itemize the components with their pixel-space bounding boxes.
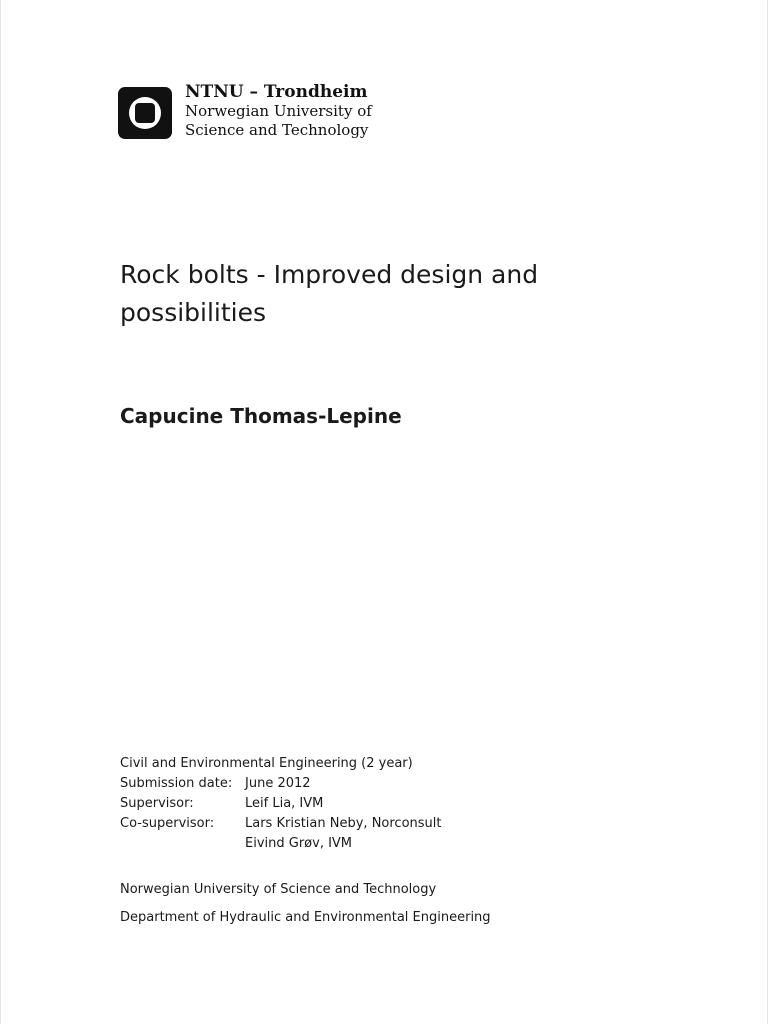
- submission-value: June 2012: [245, 776, 311, 791]
- supervisor-value: Leif Lia, IVM: [245, 796, 324, 811]
- cosupervisor-label: Co-supervisor:: [120, 816, 215, 831]
- submission-label: Submission date:: [120, 776, 233, 791]
- cosupervisor-value-2: Eivind Grøv, IVM: [245, 836, 353, 851]
- logo-line-1: NTNU – Trondheim: [185, 82, 368, 102]
- institution-block: [120, 876, 491, 932]
- thesis-title: [120, 256, 620, 332]
- cosupervisor-label-spacer: [120, 834, 245, 854]
- submission-row: [120, 774, 442, 794]
- logo-line-3: Science and Technology: [185, 121, 369, 139]
- university-name: Norwegian University of Science and Technology: [120, 882, 437, 897]
- author-name: Capucine Thomas-Lepine: [120, 404, 402, 428]
- logo-line-2: Norwegian University of: [185, 102, 372, 120]
- program-name: Civil and Environmental Engineering (2 year): [120, 756, 413, 771]
- ntnu-logo: [118, 82, 372, 140]
- ntnu-logo-icon: [118, 87, 172, 139]
- logo-text: [185, 83, 372, 140]
- thesis-title-line-1: Rock bolts - Improved design and: [120, 260, 539, 289]
- cosupervisor-row: [120, 814, 442, 834]
- department-name: Department of Hydraulic and Environmental Engineering: [120, 910, 491, 925]
- supervisor-row: [120, 794, 442, 814]
- cosupervisor-value-1: Lars Kristian Neby, Norconsult: [245, 816, 442, 831]
- supervisor-label: Supervisor:: [120, 796, 194, 811]
- thesis-metadata: [120, 754, 442, 854]
- cosupervisor-row-2: [120, 834, 442, 854]
- thesis-title-line-2: possibilities: [120, 298, 267, 327]
- program-row: [120, 754, 442, 774]
